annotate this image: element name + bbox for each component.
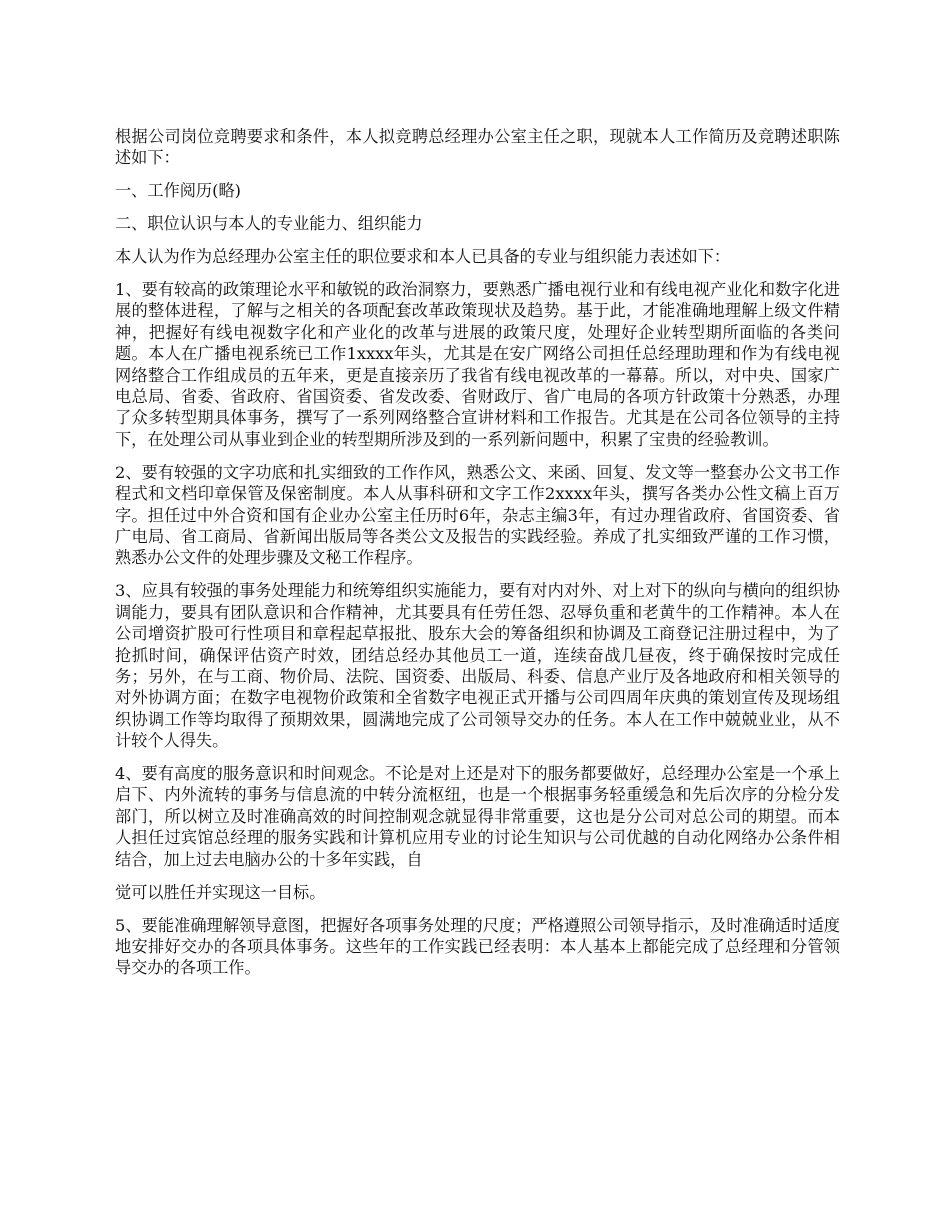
point-4-continuation: 觉可以胜任并实现这一目标。	[115, 882, 326, 902]
ability-intro-paragraph: 本人认为作为总经理办公室主任的职位要求和本人已具备的专业与组织能力表述如下：	[115, 247, 731, 267]
point-1-paragraph: 1、要有较高的政策理论水平和敏锐的政治洞察力，要熟悉广播电视行业和有线电视产业化和数字化进展的整体进程，了解与之相关的各项配套改革政策现状及趋势。基于此，才能准确地理解上级文件精神，把握好有线电视数字化和产业化的改革与进展的政策尺度，处理好企业转型期所面临的各类问题。本人在广播电视系统已工作1xxxx年头，尤其是在安广网络公司担任总经理助理和作为有线电视网络整合工作组成员的五年来，更是直接亲历了我省有线电视改革的一幕幕。所以，对中央、国家广电总局、省委、省政府、省国资委、省发改委、省财政厅、省广电局的各项方针政策十分熟悉，办理了众多转型期具体事务，撰写了一系列网络整合宣讲材料和工作报告。尤其是在公司各位领导的主持下，在处理公司从事业到企业的转型期所涉及到的一系列新问题中，积累了宝贵的经验教训。	[115, 280, 840, 449]
section-heading-work-history: 一、工作阅历(略)	[115, 181, 241, 201]
section-heading-position-ability: 二、职位认识与本人的专业能力、组织能力	[115, 214, 423, 234]
point-5-paragraph: 5、要能准确理解领导意图，把握好各项事务处理的尺度；严格遵照公司领导指示，及时准确适时适度地安排好交办的各项具体事务。这些年的工作实践已经表明：本人基本上都能完成了总经理和分管领导交办的各项工作。	[115, 915, 840, 978]
point-2-paragraph: 2、要有较强的文字功底和扎实细致的工作作风，熟悉公文、来函、回复、发文等一整套办公文书工作程式和文档印章保管及保密制度。本人从事科研和文字工作2xxxx年头，撰写各类办公性文稿上百万字。担任过中外合资和国有企业办公室主任历时6年，杂志主编3年，有过办理省政府、省国资委、省广电局、省工商局、省新闻出版局等各类公文及报告的实践经验。养成了扎实细致严谨的工作习惯，熟悉办公文件的处理步骤及文秘工作程序。	[115, 462, 840, 568]
intro-paragraph: 根据公司岗位竞聘要求和条件，本人拟竞聘总经理办公室主任之职，现就本人工作简历及竞聘述职陈述如下：	[115, 127, 840, 168]
point-4-paragraph: 4、要有高度的服务意识和时间观念。不论是对上还是对下的服务都要做好，总经理办公室是一个承上启下、内外流转的事务与信息流的中转分流枢纽，也是一个根据事务轻重缓急和先后次序的分检分发部门，所以树立及时准确高效的时间控制观念就显得非常重要，这也是分公司对总公司的期望。而本人担任过宾馆总经理的服务实践和计算机应用专业的讨论生知识与公司优越的自动化网络办公条件相结合，加上过去电脑办公的十多年实践，自	[115, 764, 840, 869]
document-body	[115, 126, 840, 990]
point-3-paragraph: 3、应具有较强的事务处理能力和统筹组织实施能力，要有对内对外、对上对下的纵向与横向的组织协调能力，要具有团队意识和合作精神，尤其要具有任劳任怨、忍辱负重和老黄牛的工作精神。本人在公司增资扩股可行性项目和章程起草报批、股东大会的筹备组织和协调及工商登记注册过程中，为了抢抓时间，确保评估资产时效，团结总经办其他员工一道，连续奋战几昼夜，终于确保按时完成任务；另外，在与工商、物价局、法院、国资委、出版局、科委、信息产业厅及各地政府和相关领导的对外协调方面；在数字电视物价政策和全省数字电视正式开播与公司四周年庆典的策划宣传及现场组织协调工作等均取得了预期效果，圆满地完成了公司领导交办的任务。本人在工作中兢兢业业，从不计较个人得失。	[115, 581, 840, 751]
